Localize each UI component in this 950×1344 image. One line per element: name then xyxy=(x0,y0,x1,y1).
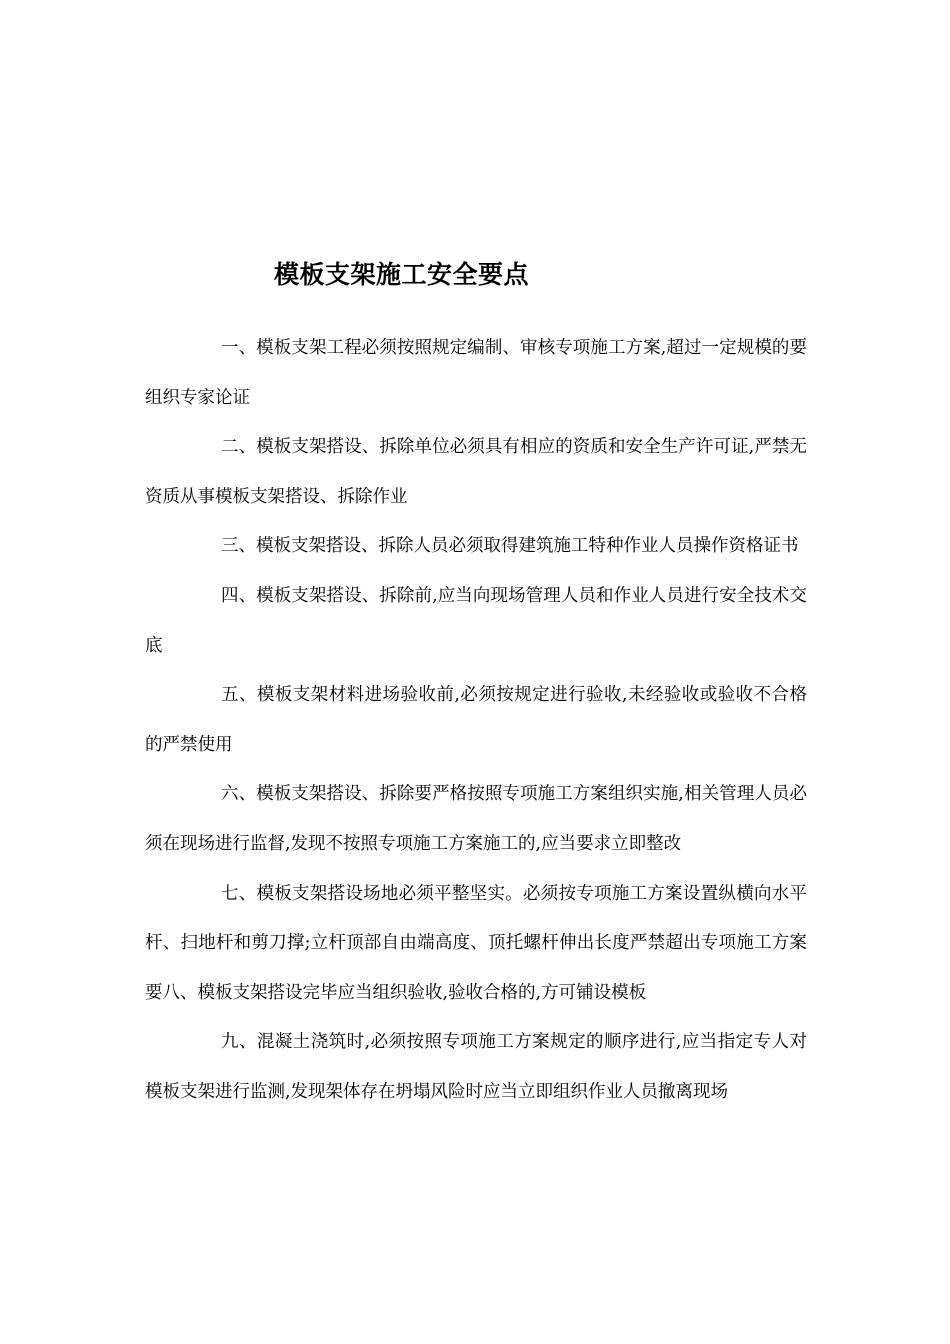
document-body xyxy=(145,324,807,1118)
paragraph-3: 三、模板支架搭设、拆除人员必须取得建筑施工特种作业人员操作资格证书 xyxy=(221,536,799,557)
paragraph-4: 四、模板支架搭设、拆除前,应当向现场管理人员和作业人员进行安全技术交底 xyxy=(145,585,807,656)
paragraph-6: 六、模板支架搭设、拆除要严格按照专项施工方案组织实施,相关管理人员必须在现场进行监督,发现不按照专项施工方案施工的,应当要求立即整改 xyxy=(145,784,807,854)
document-title: 模板支架施工安全要点 xyxy=(274,260,530,289)
paragraph-7: 七、模板支架搭设场地必须平整坚实。必须按专项施工方案设置纵横向水平杆、扫地杆和剪刀撑;立杆顶部自由端高度、顶托螺杆伸出长度严禁超出专项施工方案要八、模板支架搭设完毕应当组织验收,验收合格的,方可铺设模板 xyxy=(145,883,807,1003)
paragraph-2: 二、模板支架搭设、拆除单位必须具有相应的资质和安全生产许可证,严禁无资质从事模板支架搭设、拆除作业 xyxy=(145,437,807,507)
paragraph-5: 五、模板支架材料进场验收前,必须按规定进行验收,未经验收或验收不合格的严禁使用 xyxy=(145,685,807,755)
paragraph-8: 九、混凝土浇筑时,必须按照专项施工方案规定的顺序进行,应当指定专人对模板支架进行监测,发现架体存在坍塌风险时应当立即组织作业人员撤离现场 xyxy=(145,1032,807,1102)
paragraph-1: 一、模板支架工程必须按照规定编制、审核专项施工方案,超过一定规模的要组织专家论证 xyxy=(145,338,807,408)
